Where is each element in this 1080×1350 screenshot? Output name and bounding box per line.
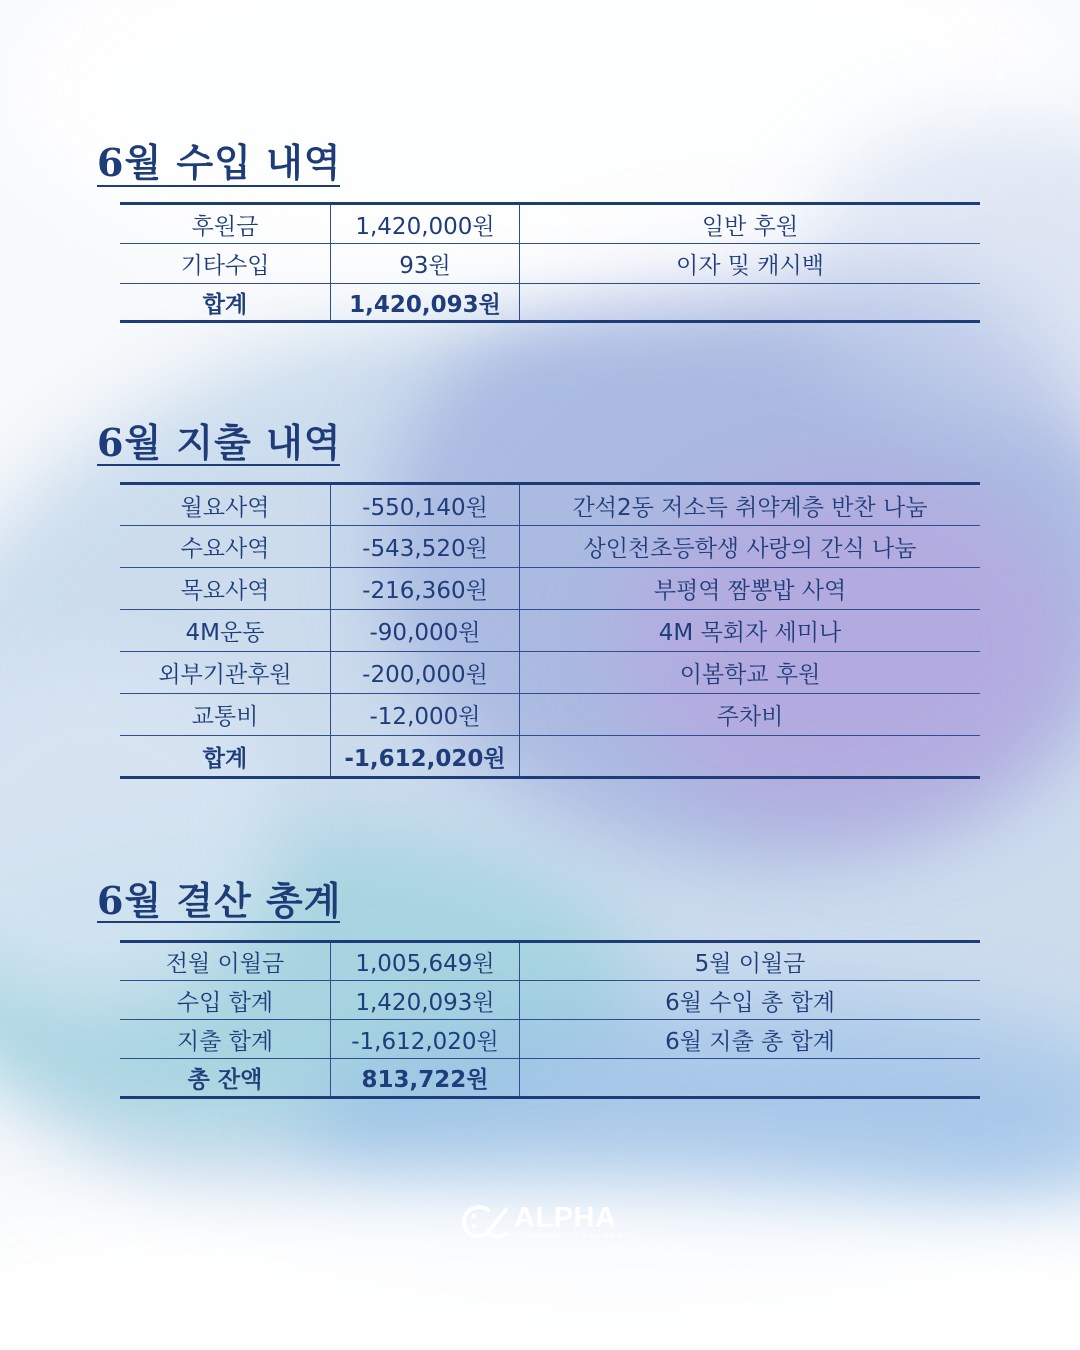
table-row <box>120 244 980 284</box>
note-cell: 6월 수입 총 합계 <box>520 981 981 1020</box>
logo-wordmark: ALPHA <box>514 1202 617 1234</box>
item-cell: 교통비 <box>120 694 331 736</box>
item-cell: 지출 합계 <box>120 1020 331 1059</box>
table-row <box>120 484 980 526</box>
total-label: 합계 <box>120 284 331 322</box>
item-cell: 목요사역 <box>120 568 331 610</box>
income-table <box>120 202 980 323</box>
note-cell: 6월 지출 총 합계 <box>520 1020 981 1059</box>
amount-cell: -12,000원 <box>331 694 520 736</box>
amount-cell: -1,612,020원 <box>331 1020 520 1059</box>
table-row <box>120 981 980 1020</box>
amount-cell: 1,420,000원 <box>331 204 520 244</box>
table-row <box>120 1020 980 1059</box>
alpha-symbol-icon <box>458 1202 512 1242</box>
total-label: 총 잔액 <box>120 1059 331 1098</box>
item-cell: 수입 합계 <box>120 981 331 1020</box>
note-cell: 이자 및 캐시백 <box>520 244 981 284</box>
item-cell: 월요사역 <box>120 484 331 526</box>
settlement-title: 6월 결산 총계 <box>97 878 342 923</box>
total-note <box>520 284 981 322</box>
note-cell: 이봄학교 후원 <box>520 652 981 694</box>
settlement-table <box>120 940 980 1099</box>
total-row <box>120 1059 980 1098</box>
expense-table <box>120 482 980 779</box>
total-amount: -1,612,020원 <box>331 736 520 778</box>
note-cell: 부평역 짬뽕밥 사역 <box>520 568 981 610</box>
item-cell: 외부기관후원 <box>120 652 331 694</box>
amount-cell: -200,000원 <box>331 652 520 694</box>
amount-cell: -550,140원 <box>331 484 520 526</box>
table-row <box>120 694 980 736</box>
note-cell: 주차비 <box>520 694 981 736</box>
total-amount: 1,420,093원 <box>331 284 520 322</box>
expense-title-underline <box>97 464 340 466</box>
note-cell: 상인천초등학생 사랑의 간식 나눔 <box>520 526 981 568</box>
expense-title: 6월 지출 내역 <box>97 420 342 465</box>
logo-subtitle: COMMUNITY CHURCH <box>518 1234 625 1240</box>
total-note <box>520 1059 981 1098</box>
table-row <box>120 568 980 610</box>
settlement-title-underline <box>97 921 340 923</box>
note-cell: 5월 이월금 <box>520 942 981 981</box>
total-row <box>120 284 980 322</box>
item-cell: 수요사역 <box>120 526 331 568</box>
income-title-underline <box>97 185 340 187</box>
note-cell: 일반 후원 <box>520 204 981 244</box>
item-cell: 4M운동 <box>120 610 331 652</box>
total-amount: 813,722원 <box>331 1059 520 1098</box>
total-label: 합계 <box>120 736 331 778</box>
note-cell: 4M 목회자 세미나 <box>520 610 981 652</box>
item-cell: 후원금 <box>120 204 331 244</box>
amount-cell: -216,360원 <box>331 568 520 610</box>
table-row <box>120 526 980 568</box>
note-cell: 간석2동 저소득 취약계층 반찬 나눔 <box>520 484 981 526</box>
alpha-church-logo <box>458 1202 628 1244</box>
table-row <box>120 610 980 652</box>
table-row <box>120 204 980 244</box>
amount-cell: 1,005,649원 <box>331 942 520 981</box>
total-row <box>120 736 980 778</box>
amount-cell: -543,520원 <box>331 526 520 568</box>
table-row <box>120 652 980 694</box>
item-cell: 전월 이월금 <box>120 942 331 981</box>
item-cell: 기타수입 <box>120 244 331 284</box>
total-note <box>520 736 981 778</box>
table-row <box>120 942 980 981</box>
income-title: 6월 수입 내역 <box>97 140 342 185</box>
amount-cell: 93원 <box>331 244 520 284</box>
amount-cell: 1,420,093원 <box>331 981 520 1020</box>
amount-cell: -90,000원 <box>331 610 520 652</box>
